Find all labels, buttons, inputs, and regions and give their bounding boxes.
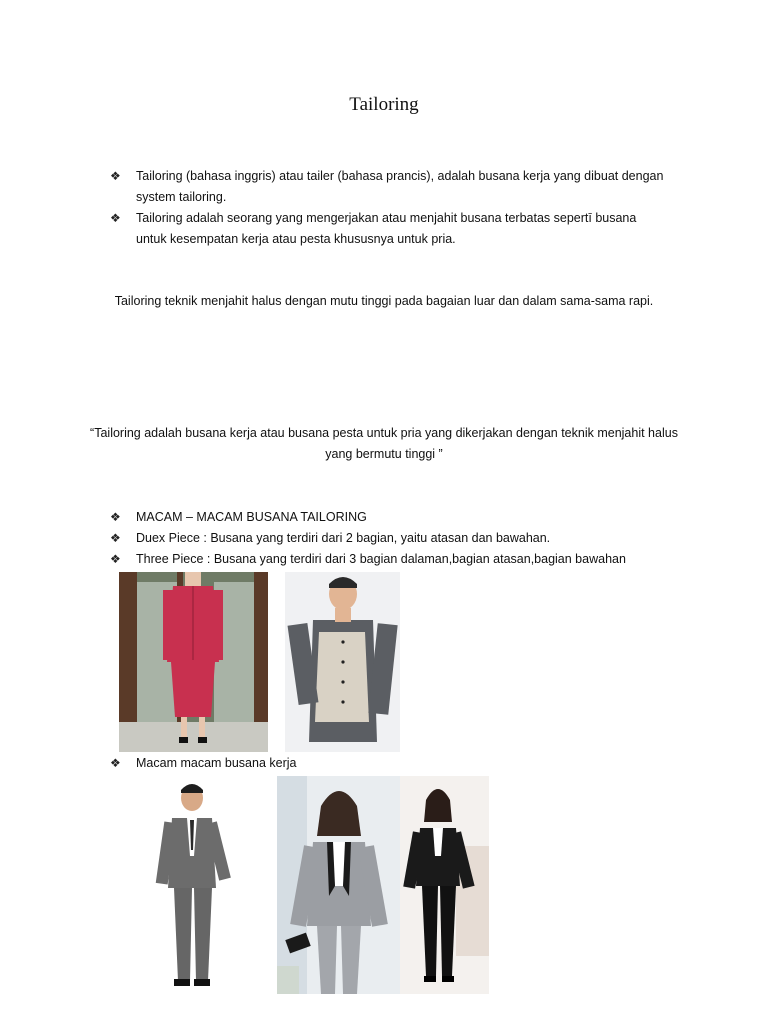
diamond-bullet-icon: ❖ [110,211,121,225]
work-bullet-list [110,753,670,774]
list-item [110,528,670,549]
intro-bullet-list [110,166,670,250]
diamond-bullet-icon: ❖ [110,756,121,770]
definition-paragraph: Tailoring teknik menjahit halus dengan mutu tinggi pada bagaian luar dan dalam sama-sama rapi. [114,294,654,308]
list-item [110,753,670,774]
bullet-text: Macam macam busana kerja [136,756,297,770]
quote-paragraph: “Tailoring adalah busana kerja atau busana pesta untuk pria yang dikerjakan dengan teknik menjahit halus yang bermutu tinggi ” [90,426,678,461]
black-suit-woman-photo [400,776,489,994]
bullet-text: Tailoring (bahasa inggris) atau tailer (bahasa prancis), adalah busana kerja yang dibuat dengan system tailoring. [136,169,664,204]
diamond-bullet-icon: ❖ [110,510,121,524]
page-title: Tailoring [349,94,419,115]
diamond-bullet-icon: ❖ [110,169,121,183]
bullet-text: MACAM – MACAM BUSANA TAILORING [136,510,367,524]
bullet-text: Tailoring adalah seorang yang mengerjakan atau menjahit busana terbatas sepertī busana untuk kesempatan kerja atau pesta khususnya untuk pria. [136,211,637,246]
gray-blazer-woman-photo [277,776,400,994]
list-item [110,507,670,528]
diamond-bullet-icon: ❖ [110,531,121,545]
diamond-bullet-icon: ❖ [110,552,121,566]
types-bullet-list [110,507,670,570]
bullet-text: Three Piece : Busana yang terdiri dari 3 bagian dalaman,bagian atasan,bagian bawahan [136,552,626,566]
list-item [110,549,670,570]
shirt-photo [285,572,400,752]
gray-suit-man-photo [150,776,240,994]
list-item [110,166,670,208]
bullet-text: Duex Piece : Busana yang terdiri dari 2 bagian, yaitu atasan dan bawahan. [136,531,551,545]
list-item [110,208,670,250]
pink-suit-photo [119,572,268,752]
